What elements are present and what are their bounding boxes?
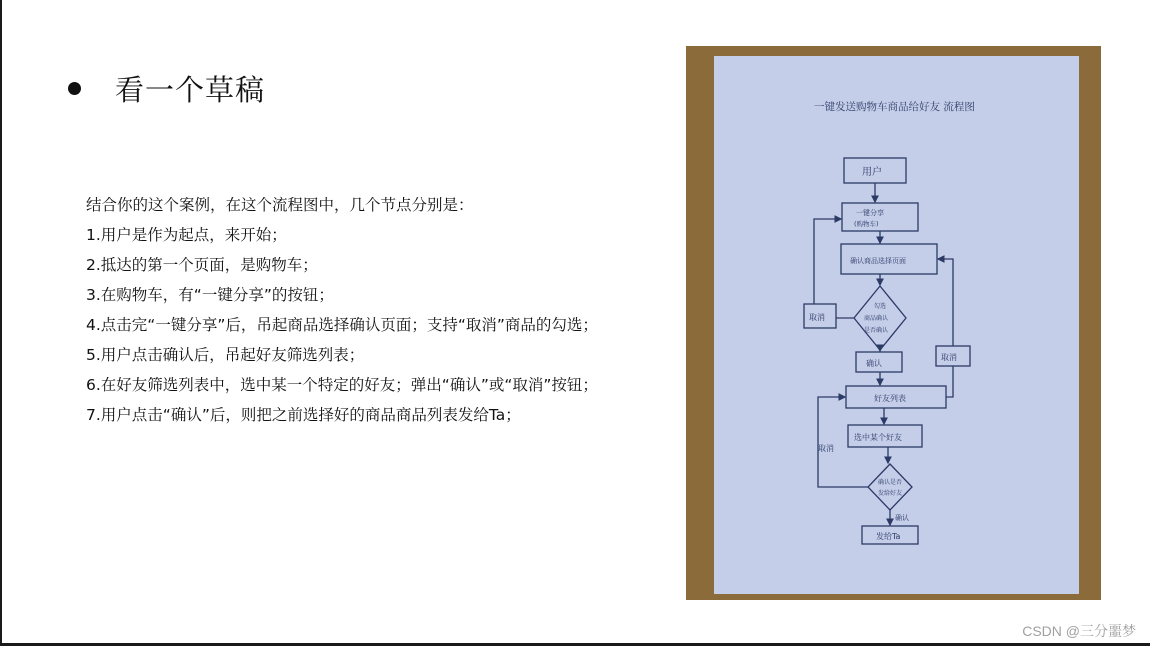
node-label: 取消 bbox=[818, 444, 834, 453]
node-label: 好友列表 bbox=[874, 394, 906, 403]
node-decision2 bbox=[868, 464, 912, 510]
node-label: 发给好友 bbox=[878, 490, 903, 497]
title-row bbox=[68, 68, 265, 109]
slide-title: 看一个草稿 bbox=[115, 73, 266, 107]
body-line: 7.用户点击“确认”后，则把之前选择好的商品商品列表发给Ta； bbox=[86, 406, 521, 424]
node-label: 勾选 bbox=[874, 303, 887, 310]
node-label: 取消 bbox=[941, 353, 957, 362]
bullet-icon bbox=[68, 82, 81, 95]
node-label: 确认 bbox=[866, 359, 882, 368]
body-line: 结合你的这个案例，在这个流程图中，几个节点分别是： bbox=[86, 196, 474, 214]
node-label: (购物车) bbox=[854, 220, 879, 228]
watermark: CSDN @三分噩梦 bbox=[1022, 623, 1136, 639]
node-label: 发给Ta bbox=[876, 532, 901, 541]
node-label: 商品确认 bbox=[864, 315, 889, 322]
body-line: 2.抵达的第一个页面，是购物车； bbox=[86, 256, 318, 274]
body-text bbox=[86, 190, 598, 430]
node-label: 是否确认 bbox=[864, 327, 889, 334]
node-label: 用户 bbox=[862, 167, 882, 178]
flowchart-sketch bbox=[714, 56, 1079, 594]
node-label: 选中某个好友 bbox=[854, 433, 902, 442]
body-line: 4.点击完“一键分享”后，吊起商品选择确认页面；支持“取消”商品的勾选； bbox=[86, 316, 598, 334]
sketch-title: 一键发送购物车商品给好友 流程图 bbox=[814, 101, 975, 113]
body-line: 5.用户点击确认后，吊起好友筛选列表； bbox=[86, 346, 365, 364]
body-line: 6.在好友筛选列表中，选中某一个特定的好友；弹出“确认”或“取消”按钮； bbox=[86, 376, 598, 394]
node-label: 确认商品选择页面 bbox=[850, 257, 906, 265]
flowchart-photo bbox=[686, 46, 1101, 600]
node-label: 取消 bbox=[809, 313, 825, 322]
body-line: 3.在购物车，有“一键分享”的按钮； bbox=[86, 286, 334, 304]
sketch-paper bbox=[714, 56, 1079, 594]
node-label: 确认是否 bbox=[878, 479, 903, 486]
node-label: 确认 bbox=[895, 514, 909, 522]
node-label: 一键分享 bbox=[856, 209, 884, 217]
body-line: 1.用户是作为起点，来开始； bbox=[86, 226, 287, 244]
